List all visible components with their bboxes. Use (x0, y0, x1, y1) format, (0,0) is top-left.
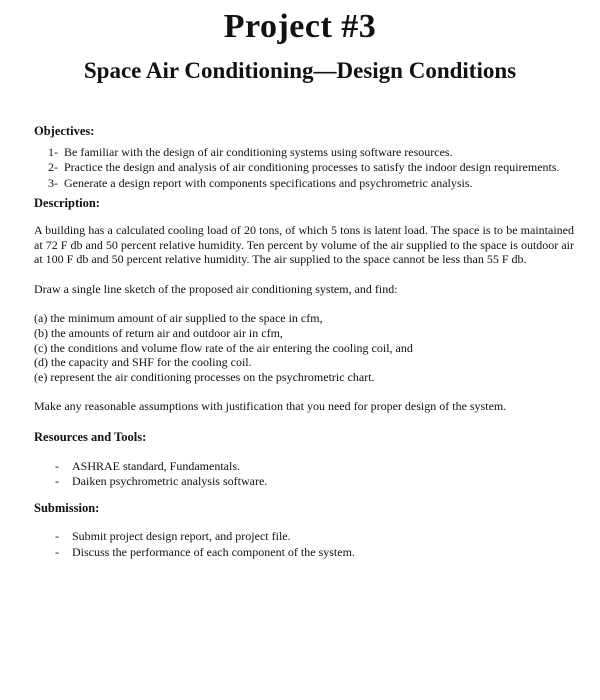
assumptions-paragraph: Make any reasonable assumptions with justification that you need for proper design of the system. (34, 399, 507, 414)
submission-marker: - (55, 529, 59, 544)
objective-item (34, 145, 574, 160)
resource-marker: - (55, 474, 59, 489)
instruction-paragraph: Draw a single line sketch of the proposed air conditioning system, and find: (34, 281, 398, 296)
objective-text: Practice the design and analysis of air conditioning processes to satisfy the indoor design requirements. (64, 160, 560, 175)
submission-heading: Submission: (34, 500, 100, 515)
objective-marker: 1- (48, 144, 58, 159)
submission-text: Discuss the performance of each component of the system. (72, 544, 355, 559)
objective-item (34, 160, 574, 175)
find-item: (e) represent the air conditioning processes on the psychrometric chart. (34, 369, 375, 384)
objective-marker: 2- (48, 160, 58, 175)
find-item: (c) the conditions and volume flow rate of the air entering the cooling coil, and (34, 340, 413, 355)
objectives-list (34, 145, 574, 191)
page-subtitle: Space Air Conditioning—Design Conditions (83, 58, 517, 83)
document-body (34, 124, 574, 560)
objective-text: Generate a design report with components specifications and psychrometric analysis. (64, 175, 473, 190)
objective-marker: 3- (48, 175, 58, 190)
submission-marker: - (55, 544, 59, 559)
page-title: Project #3 (223, 8, 377, 45)
objective-item (34, 176, 574, 191)
resources-list (34, 459, 574, 489)
submission-text: Submit project design report, and project file. (72, 529, 291, 544)
submission-list (34, 529, 574, 559)
find-list (34, 311, 574, 384)
find-item: (d) the capacity and SHF for the cooling coil. (34, 355, 252, 370)
resource-item (34, 459, 574, 474)
objective-text: Be familiar with the design of air conditioning systems using software resources. (64, 144, 453, 159)
submission-item (34, 529, 574, 544)
find-item: (b) the amounts of return air and outdoor air in cfm, (34, 325, 283, 340)
description-heading: Description: (34, 196, 100, 211)
resource-text: ASHRAE standard, Fundamentals. (72, 458, 240, 473)
objectives-heading: Objectives: (34, 124, 95, 138)
submission-item (34, 545, 574, 560)
resource-text: Daiken psychrometric analysis software. (72, 474, 268, 489)
resource-item (34, 474, 574, 489)
resource-marker: - (55, 458, 59, 473)
resources-heading: Resources and Tools: (34, 429, 147, 444)
find-item: (a) the minimum amount of air supplied to the space in cfm, (34, 311, 323, 326)
description-paragraph: A building has a calculated cooling load of 20 tons, of which 5 tons is latent load. The space is to be maintained at 72 F db and 50 percent relative humidity. Ten percent by volume of the air supplied to the space is outdoor air at 100 F db and 50 percent relative humidity. The air supplied to the space cannot be less than 55 F db. (34, 222, 574, 267)
